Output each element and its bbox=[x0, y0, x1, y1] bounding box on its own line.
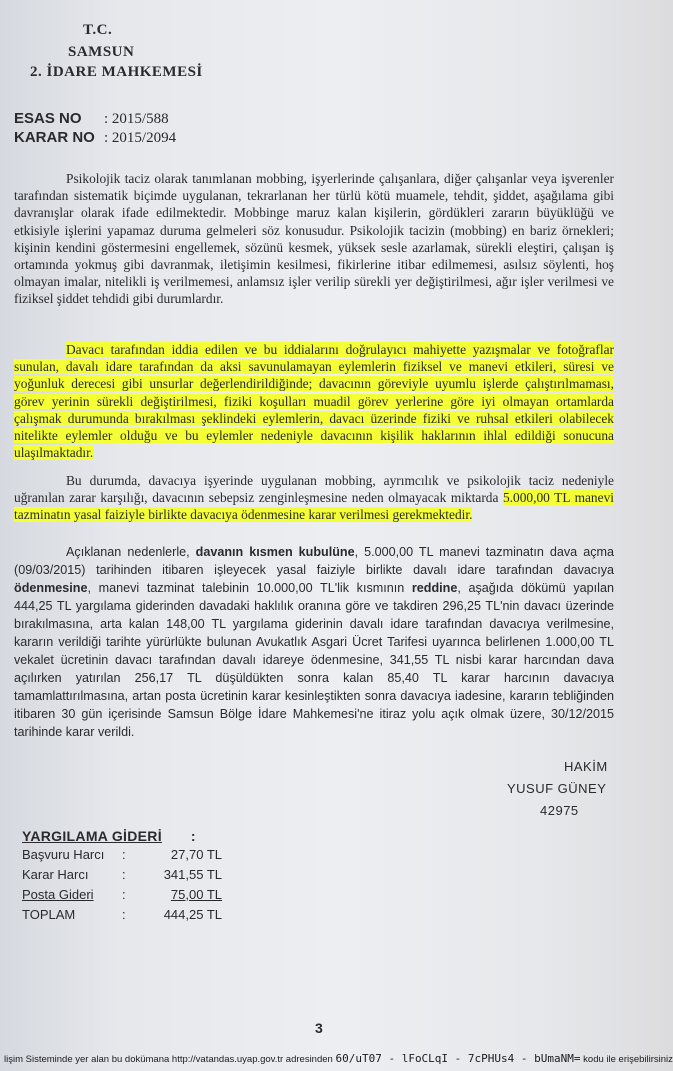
verdict-bold-rejection: reddine bbox=[411, 581, 458, 595]
highlighted-text: 5.000,00 TL manevi tazminatın yasal faiziyle birlikte davacıya ödenmesine karar verilmesi gerekmektedir. bbox=[14, 490, 614, 523]
expense-sep: : bbox=[122, 866, 126, 882]
uyap-footer bbox=[0, 1047, 673, 1070]
karar-value: : 2015/2094 bbox=[104, 130, 177, 146]
verdict-text: , manevi tazminat talebinin 10.000,00 TL'lik kısmının bbox=[87, 581, 412, 595]
expense-amount: 341,55 TL bbox=[163, 866, 222, 882]
expense-sep: : bbox=[122, 906, 126, 922]
verification-code: 60/uT07 - lFoCLqI - 7cPHUs4 - bUmaNM= bbox=[335, 1052, 581, 1065]
table-row bbox=[22, 864, 232, 884]
paragraph-mobbing-definition bbox=[14, 170, 614, 308]
judge-name: YUSUF GÜNEY bbox=[507, 781, 607, 796]
header-court: 2. İDARE MAHKEMESİ bbox=[30, 64, 203, 80]
verdict-text: , aşağıda dökümü yapılan 444,25 TL yargılama giderinden davadaki haklılık oranına göre ve takdiren 296,25 TL'nin davacı üzerinde bırakılmasına, arta kalan 148,00 TL yargılama giderinin davalı idare tarafından davacıya verilmesine, kararın verildiği tarihte yürürlükte bulunan Avukatlık Asgari Ücret Tarifesi uyarınca belirlenen 1.000,00 TL vekalet ücretinin davacı tarafından davalı idareye ödenmesine, 341,55 TL nisbi karar harcından dava açılırken yatırılan 256,17 TL düşüldükten sonra kalan 85,40 TL karar harcının davacıya tamamlattırılmasına, artan posta ücretinin karar kesinleştikten sonra davacıya iadesine, kararın tebliğinden itibaren 30 gün içerisinde Samsun Bölge İdare Mahkemesi'ne itiraz yolu açık olmak üzere, 30/12/2015 tarihinde karar verildi. bbox=[14, 581, 614, 739]
paragraph-compensation bbox=[14, 472, 614, 524]
judge-title: HAKİM bbox=[564, 759, 608, 774]
expense-total-label: TOPLAM bbox=[22, 906, 76, 922]
highlighted-text: Davacı tarafından iddia edilen ve bu iddialarını doğrulayıcı mahiyette yazışmalar ve fotoğraflar sunulan, davalı idare tarafından da aksi savunulamayan eylemlerin fiziksel ve manevi etkileri, süresi ve yoğunluk derecesi gibi unsurlar değerlendirildiğinde; davacının göreviyle uyumlu işlerde çalıştırılmaması, görev yerinin sürekli değiştirilmesi, fiziki koşulları muadil görev yerlerine göre iyi olmayan ortamlarda çalışmak durumunda bırakılması şeklindeki eylemlerin, davacı üzerinde fiziki ve ruhsal etkileri olabilecek nitelikte eylemler olduğu ve bu eylemler nedeniyle davacının kişilik haklarının ihlal edildiği sonucuna ulaşılmaktadır. bbox=[14, 342, 614, 461]
verdict-text: Açıklanan nedenlerle, bbox=[66, 545, 196, 559]
paragraph-evaluation bbox=[14, 341, 614, 461]
table-row bbox=[22, 904, 232, 924]
verdict-bold-payment: ödenmesine bbox=[14, 581, 88, 595]
paragraph-text: Bu durumda, davacıya işyerinde uygulanan mobbing, ayrımcılık ve psikolojik taciz nedeniyle uğranılan zarar karşılığı, davacının sebepsiz zenginleşmesine neden olmayacak miktarda bbox=[14, 473, 614, 506]
verdict-bold-partial-acceptance: davanın kısmen kubulüne bbox=[195, 545, 355, 559]
expense-amount: 27,70 TL bbox=[170, 846, 222, 862]
expense-label: Başvuru Harcı bbox=[22, 846, 105, 862]
expense-total-amount: 444,25 TL bbox=[163, 906, 222, 922]
header-tc: T.C. bbox=[83, 22, 113, 38]
karar-no bbox=[14, 129, 176, 147]
expense-amount: 75,00 TL bbox=[170, 886, 222, 902]
expense-sep: : bbox=[122, 886, 126, 902]
paragraph-text: Psikolojik taciz olarak tanımlanan mobbing, işyerlerinde çalışanlara, diğer çalışanlar veya işverenler tarafından sistematik biçimde uygulanan, tekrarlanan her türlü kötü muamele, tehdit, şiddet, aşağılama gibi davranışlar olarak ifade edilmektedir. Mobbinge maruz kalan kişilerin, gördükleri zararın büyüklüğü ve etkisiyle işlerini yapamaz duruma gelmeleri söz konusudur. Psikolojik tacizin (mobbing) en bariz örnekleri; kişinin kendini göstermesini engellemek, sözünü kesmek, yüksek sesle azarlamak, sürekli eleştiri, çalışan iş ortamında yokmuş gibi davranmak, iletişimin kesilmesi, fikirlerine itibar edilmemesi, asılsız söylenti, hoş olmayan imalar, nitelikli iş verilmemesi, anlamsız işler verilip sürekli yer değiştirilmesi, ağır işler verilmesi ve fiziksel şiddet tehdidi gibi durumlardır. bbox=[14, 171, 614, 307]
expense-label: Karar Harcı bbox=[22, 866, 89, 882]
expense-label: Posta Gideri bbox=[22, 886, 94, 902]
karar-label: KARAR NO bbox=[14, 129, 95, 146]
expense-title-colon: : bbox=[190, 828, 196, 844]
page-number: 3 bbox=[315, 1020, 323, 1036]
esas-no bbox=[14, 110, 169, 128]
table-row bbox=[22, 844, 232, 864]
expense-sep: : bbox=[122, 846, 126, 862]
table-row bbox=[22, 884, 232, 904]
header-city: SAMSUN bbox=[68, 44, 135, 60]
esas-label: ESAS NO bbox=[14, 110, 82, 127]
esas-value: : 2015/588 bbox=[104, 111, 169, 127]
footer-tail: kodu ile erişebilirsiniz bbox=[583, 1054, 673, 1065]
expense-title-text: YARGILAMA GİDERİ bbox=[22, 828, 162, 844]
verdict-text: , 5.000,00 TL manevi tazminatın dava açma (09/03/2015) tarihinden itibaren işleyecek yasal faiziyle birlikte davalı idare tarafından davacıya bbox=[14, 545, 614, 577]
paragraph-verdict bbox=[14, 543, 614, 741]
judge-registry: 42975 bbox=[540, 803, 579, 818]
expense-table bbox=[22, 828, 232, 924]
expense-title bbox=[22, 828, 232, 844]
footer-text: lişim Sisteminde yer alan bu dokümana http://vatandas.uyap.gov.tr adresinden bbox=[4, 1054, 333, 1065]
